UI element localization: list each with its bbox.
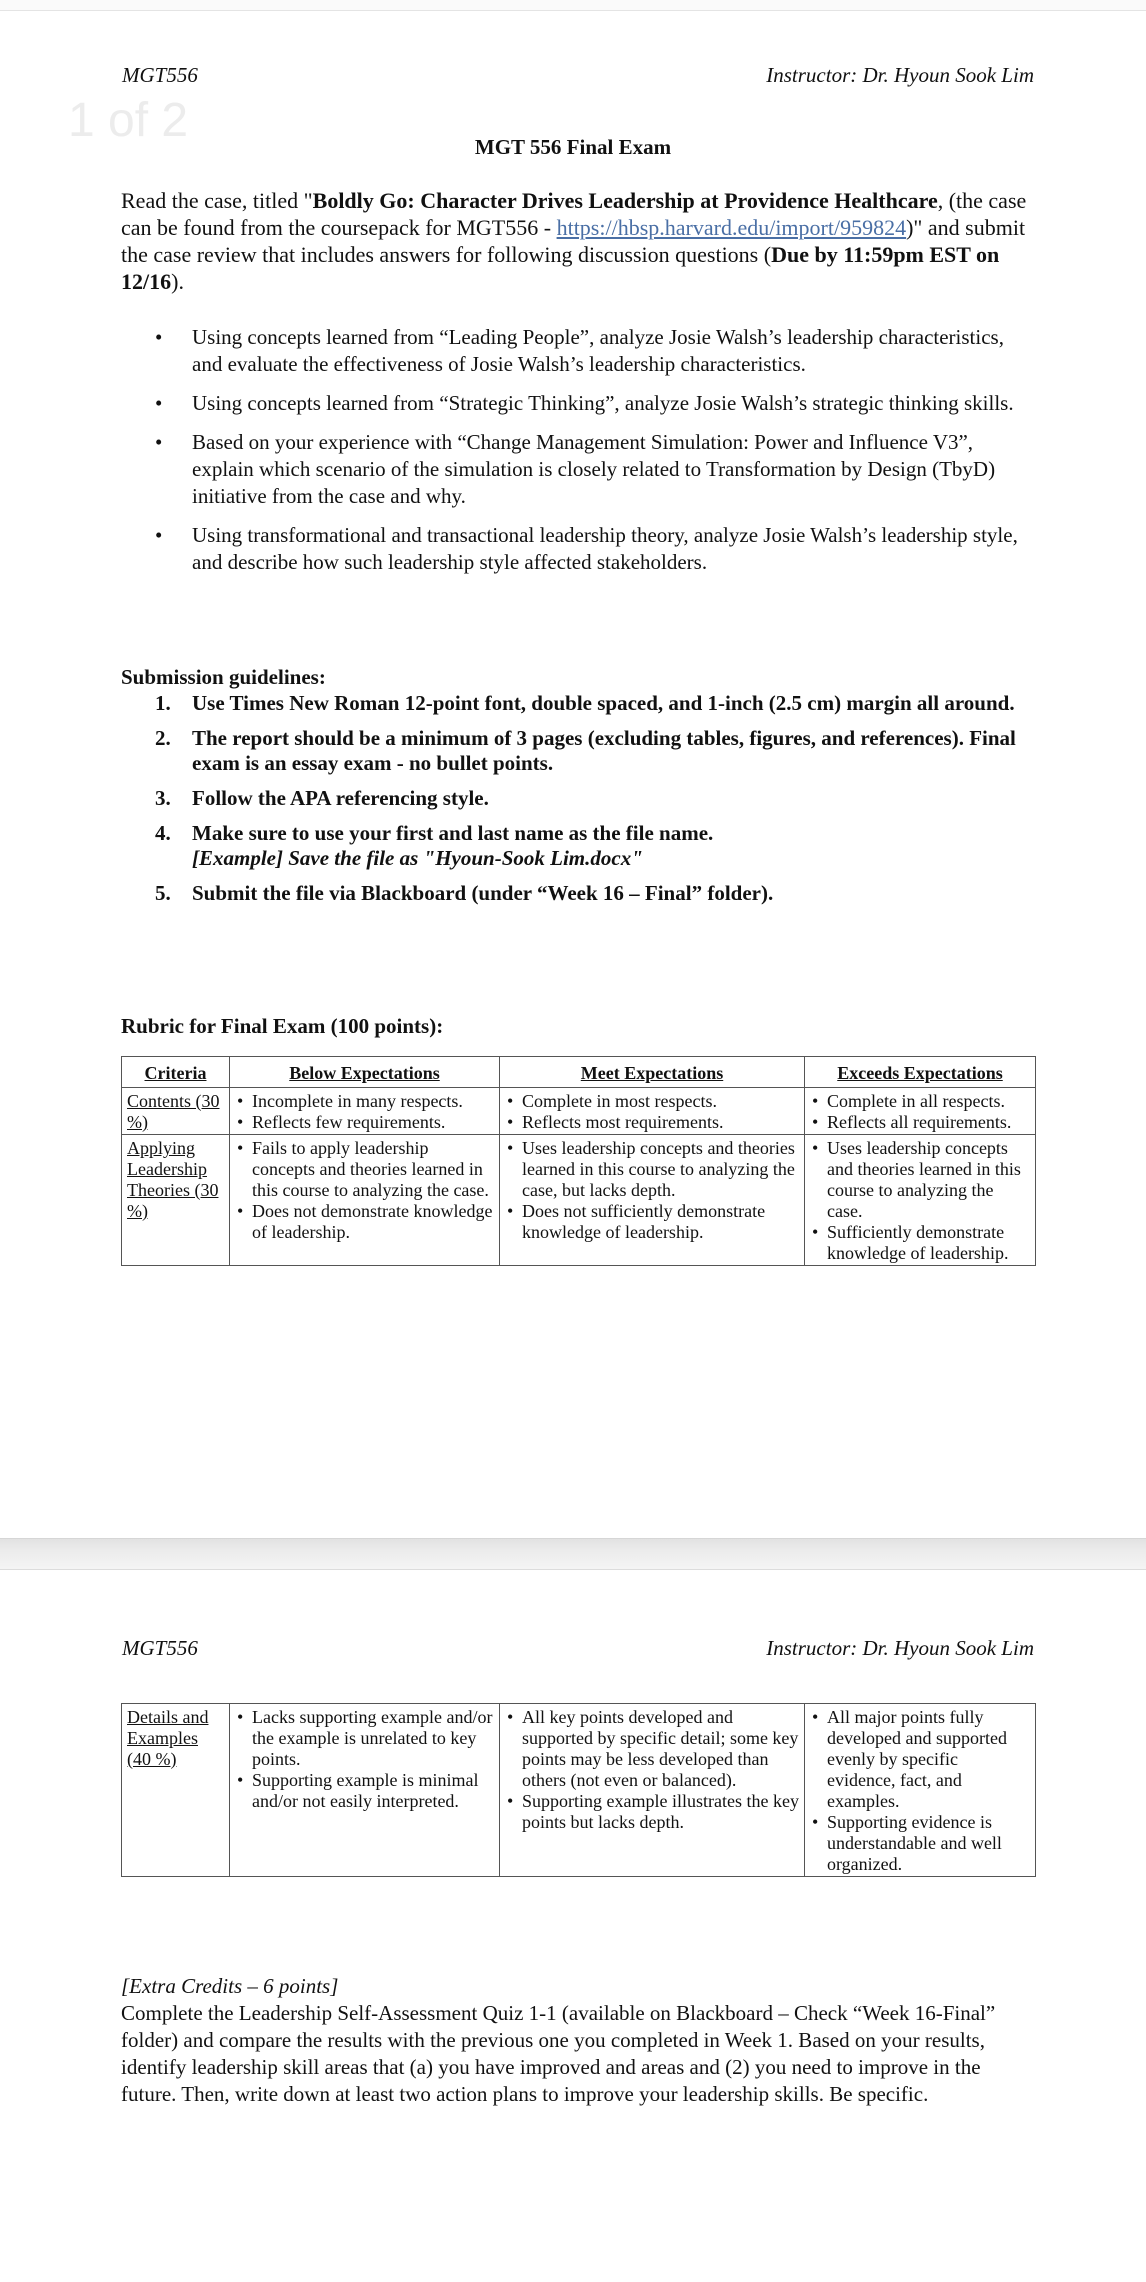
below-cell: • Lacks supporting example and/or the example is unrelated to key points. • Supporting example is minimal and/or not easily interpreted.: [230, 1704, 500, 1877]
coursepack-link[interactable]: https://hbsp.harvard.edu/import/959824: [556, 215, 907, 240]
exceeds-cell: • Uses leadership concepts and theories learned in this course to analyzing the case. • Sufficiently demonstrate knowledge of leadership.: [805, 1135, 1036, 1266]
below-cell: • Incomplete in many respects. • Reflects few requirements.: [230, 1088, 500, 1135]
header-instructor: Instructor: Dr. Hyoun Sook Lim: [766, 63, 1034, 87]
criteria-cell: Applying Leadership Theories (30 %): [122, 1135, 230, 1266]
exceeds-cell: • Complete in all respects. • Reflects all requirements.: [805, 1088, 1036, 1135]
rubric-header-row: [122, 1057, 1036, 1088]
header-exceeds: Exceeds Expectations: [805, 1057, 1036, 1088]
header-below: Below Expectations: [230, 1057, 500, 1088]
rubric-table: [121, 1056, 1036, 1266]
question-item: • Using transformational and transactional leadership theory, analyze Josie Walsh’s leadership style, and describe how such leadership style affected stakeholders.: [155, 522, 1035, 576]
below-cell: • Fails to apply leadership concepts and theories learned in this course to analyzing the case. • Does not demonstrate knowledge of leadership.: [230, 1135, 500, 1266]
intro-paragraph: Read the case, titled "Boldly Go: Character Drives Leadership at Providence Healthcare, (the case can be found from the coursepack for MGT556 - https://hbsp.harvard.edu/import/959824)" and submit the case review that includes answers for following discussion questions (Due by 11:59pm EST on 12/16).: [121, 188, 1027, 294]
case-title: Boldly Go: Character Drives Leadership at Providence Healthcare: [312, 188, 938, 213]
guideline-item: 3. Follow the APA referencing style.: [155, 786, 489, 810]
meet-cell: • All key points developed and supported by specific detail; some key points may be less developed than others (not even or balanced). • Supporting example illustrates the key points but lacks depth.: [500, 1704, 805, 1877]
rubric-title: Rubric for Final Exam (100 points):: [121, 1014, 444, 1038]
document-page-1: [0, 11, 1146, 1538]
table-row: [122, 1704, 1036, 1877]
exceeds-cell: • All major points fully developed and supported evenly by specific evidence, fact, and examples. • Supporting evidence is understandable and well organized.: [805, 1704, 1036, 1877]
rubric-table-continued: [121, 1703, 1036, 1877]
extra-credit-section: [121, 1973, 1041, 2108]
header-instructor: Instructor: Dr. Hyoun Sook Lim: [766, 1636, 1034, 1660]
question-item: • Using concepts learned from “Strategic Thinking”, analyze Josie Walsh’s strategic thinking skills.: [155, 390, 1035, 417]
document-page-2: [0, 1570, 1146, 2282]
criteria-cell: Contents (30 %): [122, 1088, 230, 1135]
meet-cell: • Complete in most respects. • Reflects most requirements.: [500, 1088, 805, 1135]
submission-guidelines: [155, 691, 1035, 916]
discussion-questions: [155, 324, 1035, 588]
viewer-top-bar: [0, 0, 1146, 11]
header-course: MGT556: [122, 1636, 198, 1660]
guideline-item: 1. Use Times New Roman 12-point font, double spaced, and 1-inch (2.5 cm) margin all around.: [155, 691, 1015, 715]
header-criteria: Criteria: [122, 1057, 230, 1088]
page-separator: [0, 1538, 1146, 1570]
exam-title: MGT 556 Final Exam: [474, 135, 672, 159]
question-item: • Using concepts learned from “Leading People”, analyze Josie Walsh’s leadership characteristics, and evaluate the effectiveness of Josie Walsh’s leadership characteristics.: [155, 324, 1035, 378]
header-meet: Meet Expectations: [500, 1057, 805, 1088]
due-date: Due by 11:59pm EST on 12/16: [121, 242, 1000, 294]
table-row: [122, 1088, 1036, 1135]
page-counter: 1 of 2: [68, 94, 189, 147]
submission-heading: Submission guidelines:: [121, 665, 326, 689]
filename-example: [Example] Save the file as "Hyoun-Sook Lim.docx": [192, 846, 643, 870]
criteria-cell: Details and Examples (40 %): [122, 1704, 230, 1877]
guideline-item: 5. Submit the file via Blackboard (under “Week 16 – Final” folder).: [155, 881, 774, 905]
guideline-item: 4. Make sure to use your first and last name as the file name. [Example] Save the file as "Hyoun-Sook Lim.docx": [155, 821, 714, 870]
guideline-item: 2. The report should be a minimum of 3 pages (excluding tables, figures, and references). Final exam is an essay exam - no bullet points.: [155, 726, 1016, 775]
question-item: • Based on your experience with “Change Management Simulation: Power and Influence V3”, explain which scenario of the simulation is closely related to Transformation by Design (TbyD) initiative from the case and why.: [155, 429, 1035, 510]
extra-credit-title: [Extra Credits – 6 points]: [121, 1974, 339, 1998]
extra-credit-body: Complete the Leadership Self-Assessment Quiz 1-1 (available on Blackboard – Check “Week 16-Final” folder) and compare the results with the previous one you completed in Week 1. Based on your results, identify leadership skill areas that (a) you have improved and areas and (2) you need to improve in the future. Then, write down at least two action plans to improve your leadership skills. Be specific.: [121, 2001, 996, 2106]
table-row: [122, 1135, 1036, 1266]
meet-cell: • Uses leadership concepts and theories learned in this course to analyzing the case, but lacks depth. • Does not sufficiently demonstrate knowledge of leadership.: [500, 1135, 805, 1266]
header-course: MGT556: [122, 63, 198, 87]
